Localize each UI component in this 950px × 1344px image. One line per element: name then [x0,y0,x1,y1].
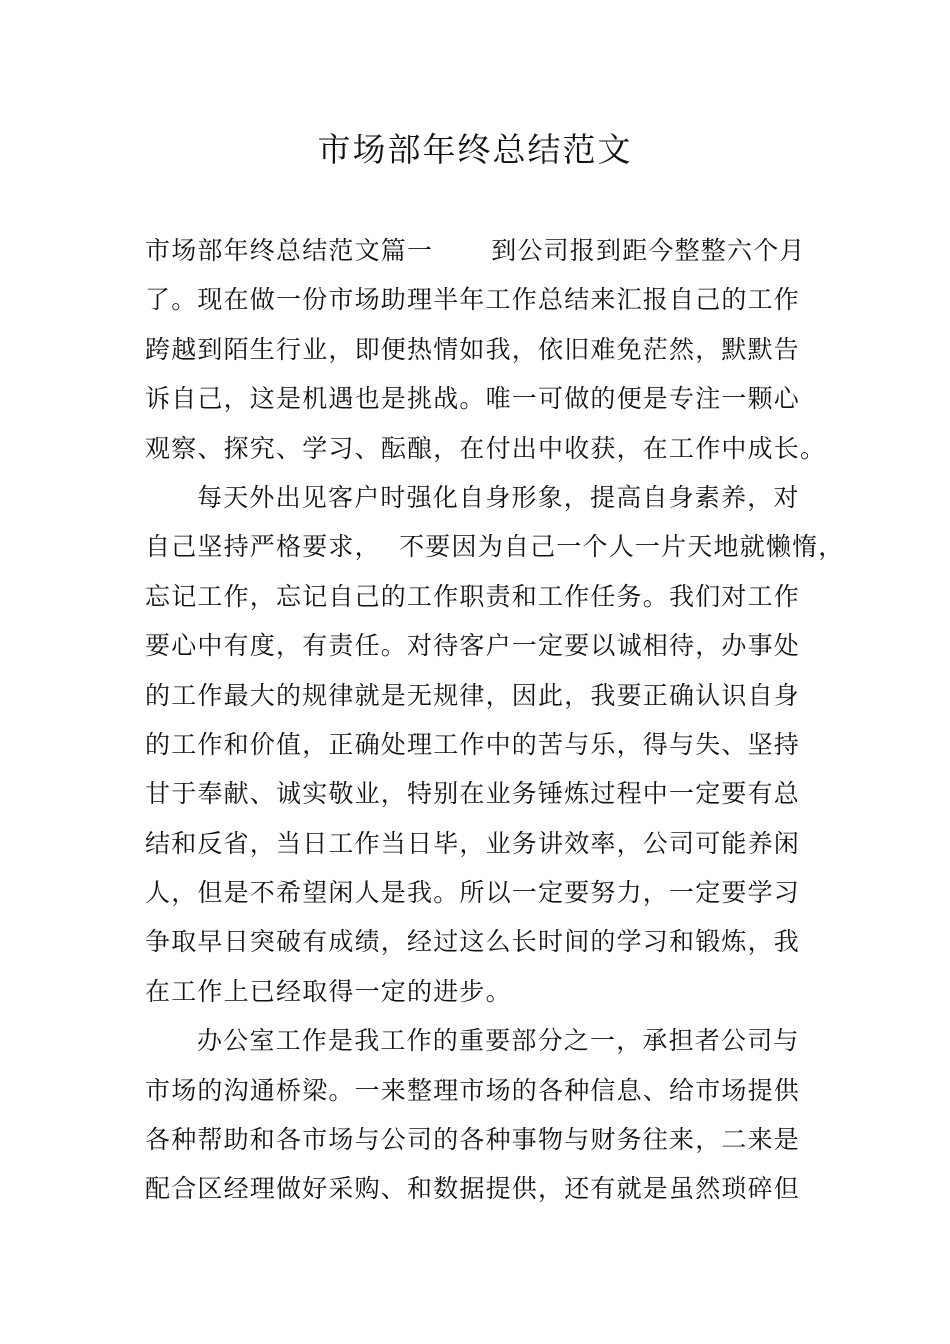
paragraph-line: 结和反省，当日工作当日毕，业务讲效率，公司可能养闲 [145,828,801,858]
document-title: 市场部年终总结范文 [317,130,633,169]
paragraph-line: 办公室工作是我工作的重要部分之一，承担者公司与 [197,1026,800,1056]
paragraph-line: 人，但是不希望闲人是我。所以一定要努力，一定要学习 [145,878,801,908]
paragraph-line: 配合区经理做好采购、和数据提供，还有就是虽然琐碎但 [145,1174,801,1204]
paragraph-line: 甘于奉献、诚实敬业，特别在业务锤炼过程中一定要有总 [145,779,801,809]
paragraph-line: 市场的沟通桥梁。一来整理市场的各种信息、给市场提供 [145,1075,801,1105]
paragraph-line: 的工作最大的规律就是无规律，因此，我要正确认识自身 [145,680,801,710]
paragraph-1 [145,226,827,473]
paragraph-2 [145,473,845,1016]
document-body [145,226,845,1214]
paragraph-line [145,226,815,275]
paragraph-line: 了。现在做一份市场助理半年工作总结来汇报自己的工作 [145,285,801,315]
paragraph-line: 的工作和价值，正确处理工作中的苦与乐，得与失、坚持 [145,729,801,759]
section-lead: 市场部年终总结范文篇一 [145,236,434,265]
paragraph-line: 诉自己，这是机遇也是挑战。唯一可做的便是专注一颗心 [145,384,801,414]
paragraph-3 [145,1016,815,1214]
paragraph-line: 争取早日突破有成绩，经过这么长时间的学习和锻炼，我 [145,927,801,957]
paragraph-line: 忘记工作，忘记自己的工作职责和工作任务。我们对工作 [145,581,801,611]
paragraph-line: 自己坚持严格要求， 不要因为自己一个人一片天地就懒惰， [145,532,845,562]
paragraph-line: 各种帮助和各市场与公司的各种事物与财务往来，二来是 [145,1125,801,1155]
paragraph-line: 观察、探究、学习、酝酿，在付出中收获，在工作中成长。 [145,433,827,463]
line-text: 到公司报到距今整整六个月 [491,236,806,265]
paragraph-line: 在工作上已经取得一定的进步。 [145,976,512,1006]
paragraph-line: 每天外出见客户时强化自身形象，提高自身素养，对 [197,482,800,512]
paragraph-line: 跨越到陌生行业，即便热情如我，依旧难免茫然，默默告 [145,334,801,364]
paragraph-line: 要心中有度，有责任。对待客户一定要以诚相待，办事处 [145,631,801,661]
